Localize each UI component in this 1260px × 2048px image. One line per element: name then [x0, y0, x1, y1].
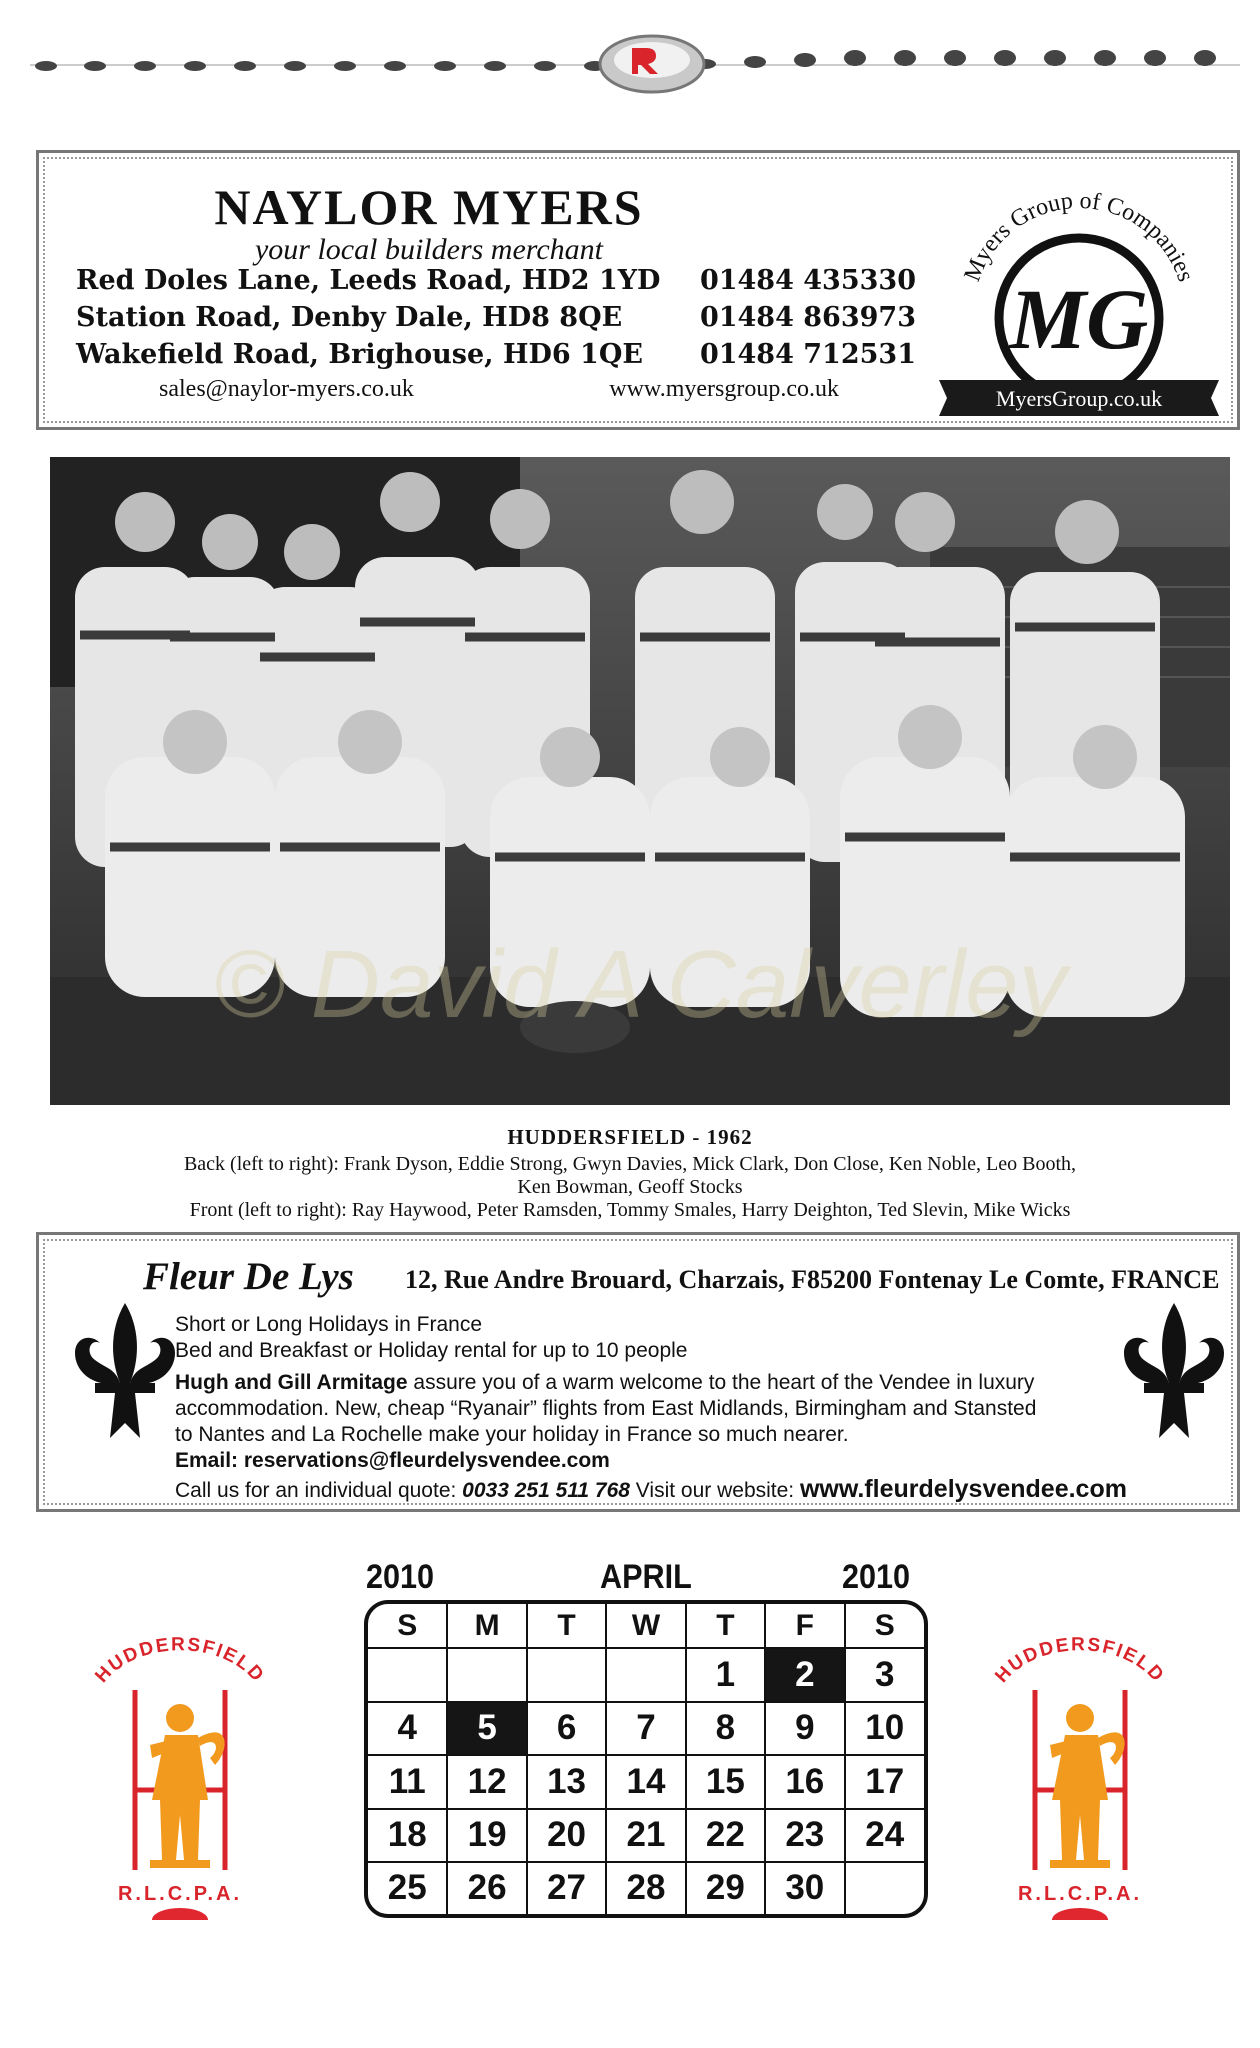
advert-welcome: assure you of a warm welcome to the heart of the Vendee in luxury [407, 1371, 1035, 1394]
calendar-day: 27 [527, 1862, 606, 1914]
weekday-header: S [368, 1604, 447, 1648]
calendar-day [606, 1648, 685, 1701]
logo-monogram: MG [1009, 271, 1149, 367]
calendar-day: 7 [606, 1702, 685, 1755]
calendar-day: 3 [845, 1648, 924, 1701]
calendar-day: 28 [606, 1862, 685, 1914]
calendar-day: 18 [368, 1809, 447, 1862]
advert-contact-line [175, 1475, 1127, 1504]
calendar-day: 5 [447, 1702, 526, 1755]
advert-email[interactable]: Email: reservations@fleurdelysvendee.com [175, 1449, 610, 1472]
weekday-header: T [527, 1604, 606, 1648]
calendar-day: 21 [606, 1809, 685, 1862]
calendar-day: 25 [368, 1862, 447, 1914]
fleur-de-lis-icon [65, 1298, 185, 1448]
calendar-week [368, 1755, 924, 1808]
advert-line: accommodation. New, cheap “Ryanair” flights from East Midlands, Birmingham and Stansted [175, 1397, 1037, 1420]
branch-line [76, 339, 916, 370]
huddersfield-rlcpa-logo [980, 1600, 1180, 1920]
caption-back-row: Back (left to right): Frank Dyson, Eddie Strong, Gwyn Davies, Mick Clark, Don Close, Ken Noble, Leo Booth, [183, 1153, 1077, 1175]
contact-line [159, 376, 839, 403]
weekday-header: T [686, 1604, 765, 1648]
weekday-header: M [447, 1604, 526, 1648]
calendar-day: 29 [686, 1862, 765, 1914]
calendar-day [527, 1648, 606, 1701]
advert-title: NAYLOR MYERS [214, 179, 644, 235]
advert-tagline: your local builders merchant [254, 233, 603, 266]
calendar-week [368, 1648, 924, 1701]
advert-line [175, 1371, 1034, 1395]
team-photo-graphic [50, 457, 1230, 1105]
calendar-day [845, 1862, 924, 1914]
website-link[interactable]: www.fleurdelysvendee.com [799, 1475, 1127, 1503]
caption-front-row: Front (left to right): Ray Haywood, Peter Ramsden, Tommy Smales, Harry Deighton, Ted Slevin, Mike Wicks [189, 1199, 1071, 1221]
caption-back-row-cont: Ken Bowman, Geoff Stocks [517, 1176, 743, 1198]
calendar-day: 22 [686, 1809, 765, 1862]
phone-number: 0033 251 511 768 [462, 1479, 630, 1502]
branch-phone: 01484 712531 [699, 339, 916, 370]
calendar-day [447, 1648, 526, 1701]
advert-hosts: Hugh and Gill Armitage [175, 1371, 408, 1394]
email-link[interactable]: sales@naylor-myers.co.uk [159, 376, 414, 402]
calendar-day: 9 [765, 1702, 844, 1755]
branch-phone: 01484 863973 [699, 302, 916, 333]
branch-phone: 01484 435330 [699, 265, 916, 296]
fleur-de-lys-advert [36, 1232, 1240, 1512]
calendar-week [368, 1862, 924, 1914]
weekday-header: S [845, 1604, 924, 1648]
calendar-year-right: 2010 [842, 1558, 911, 1596]
calendar-day: 19 [447, 1809, 526, 1862]
branch-address: Wakefield Road, Brighouse, HD6 1QE [76, 339, 643, 370]
branch-address: Station Road, Denby Dale, HD8 8QE [76, 302, 623, 333]
calendar-day: 20 [527, 1809, 606, 1862]
website-link[interactable]: www.myersgroup.co.uk [609, 376, 839, 402]
branch-line [76, 302, 916, 333]
fleur-de-lis-icon [1114, 1298, 1234, 1448]
calendar-month: APRIL [600, 1558, 692, 1596]
spiral-binding [0, 0, 1260, 100]
club-arc-text: HUDDERSFIELD [991, 1634, 1169, 1688]
calendar-day [368, 1648, 447, 1701]
calendar-day: 10 [845, 1702, 924, 1755]
advert-name: Fleur De Lys [143, 1255, 354, 1298]
weekday-header-row [368, 1604, 924, 1648]
calendar-day: 2 [765, 1648, 844, 1701]
calendar-day: 26 [447, 1862, 526, 1914]
calendar-week [368, 1702, 924, 1755]
quote-label: Call us for an individual quote: [175, 1479, 463, 1502]
calendar-year-left: 2010 [366, 1558, 435, 1596]
club-bottom-text: R.L.C.P.A. [117, 1883, 243, 1905]
calendar-day: 4 [368, 1702, 447, 1755]
website-label: Visit our website: [629, 1479, 800, 1502]
calendar-day: 14 [606, 1755, 685, 1808]
calendar-day: 12 [447, 1755, 526, 1808]
advert-line: Bed and Breakfast or Holiday rental for up to 10 people [175, 1339, 688, 1362]
weekday-header: W [606, 1604, 685, 1648]
calendar-day: 1 [686, 1648, 765, 1701]
calendar-day: 13 [527, 1755, 606, 1808]
advert-line: to Nantes and La Rochelle make your holiday in France so much nearer. [175, 1423, 849, 1446]
calendar-day: 23 [765, 1809, 844, 1862]
branch-address: Red Doles Lane, Leeds Road, HD2 1YD [76, 265, 661, 296]
branch-line [76, 265, 916, 296]
calendar-day: 15 [686, 1755, 765, 1808]
photo-caption-title: HUDDERSFIELD - 1962 [507, 1125, 753, 1149]
huddersfield-rlcpa-logo [80, 1600, 280, 1920]
myers-group-logo [919, 158, 1239, 428]
calendar-day: 11 [368, 1755, 447, 1808]
advert-address: 12, Rue Andre Brouard, Charzais, F85200 Fontenay Le Comte, FRANCE [405, 1265, 1220, 1294]
calendar-week [368, 1809, 924, 1862]
advert-line: Short or Long Holidays in France [175, 1313, 482, 1336]
naylor-myers-advert [36, 150, 1240, 430]
club-bottom-text: R.L.C.P.A. [1017, 1883, 1143, 1905]
watermark: © David A Calverley [213, 931, 1067, 1038]
logo-arc-text: Myers Group of Companies [959, 187, 1199, 286]
calendar-day: 30 [765, 1862, 844, 1914]
calendar-day: 24 [845, 1809, 924, 1862]
team-photograph [50, 457, 1230, 1105]
calendar-day: 16 [765, 1755, 844, 1808]
weekday-header: F [765, 1604, 844, 1648]
calendar-day: 6 [527, 1702, 606, 1755]
calendar-grid [364, 1600, 928, 1918]
club-arc-text: HUDDERSFIELD [91, 1634, 269, 1688]
calendar-day: 8 [686, 1702, 765, 1755]
logo-banner-text: MyersGroup.co.uk [995, 386, 1163, 411]
calendar-day: 17 [845, 1755, 924, 1808]
